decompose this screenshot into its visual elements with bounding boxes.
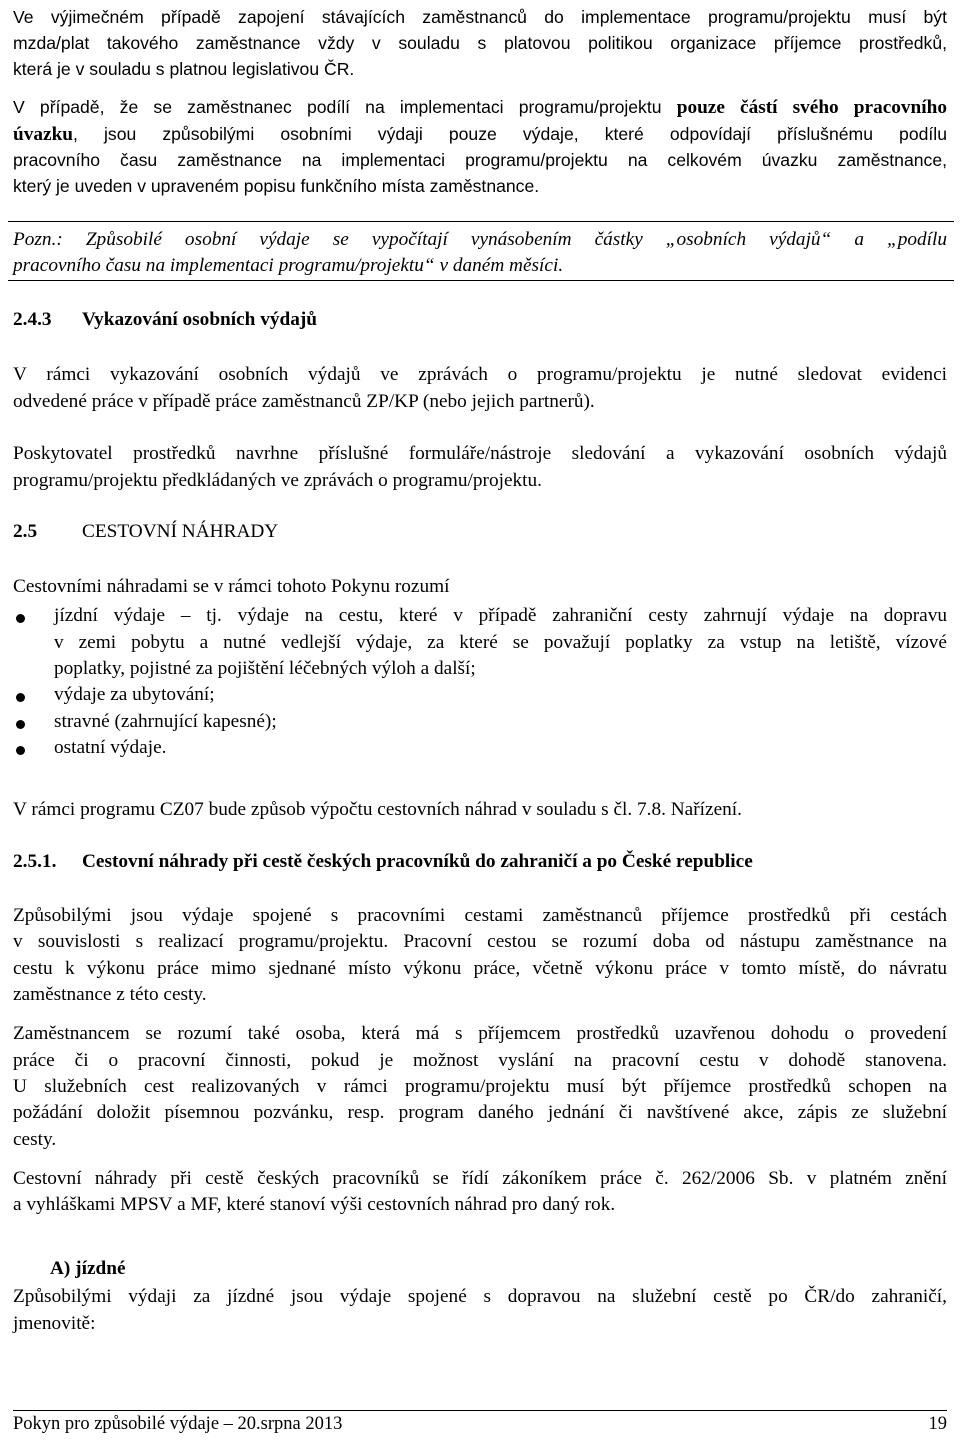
partial-bold-1: pouze částí svého pracovního — [676, 97, 947, 118]
intro-line-2: mzda/plat takového zaměstnance vždy v souladu s platovou politikou organizace příjemce prostředků, — [13, 33, 947, 53]
footer-title: Pokyn pro způsobilé výdaje – 20.srpna 2013 — [13, 1414, 343, 1434]
s251-p3-line-1: Cestovní náhrady při cestě českých pracovníků se řídí zákoníkem práce č. 262/2006 Sb. v platném znění — [13, 1168, 947, 1189]
s251-p2-line-5: cesty. — [13, 1129, 57, 1150]
partial-line-2 — [13, 121, 947, 148]
s243-p1-line-2: odvedené práce v případě práce zaměstnanců ZP/KP (nebo jejich partnerů). — [13, 391, 595, 412]
s251-p1-line-1: Způsobilými jsou výdaje spojené s pracovními cestami zaměstnanců příjemce prostředků při cestách — [13, 905, 947, 926]
bullet-dot — [16, 614, 25, 623]
section-2-4-3-number: 2.4.3 — [13, 309, 52, 330]
section-2-5-title: CESTOVNÍ NÁHRADY — [82, 521, 279, 542]
bullet-4: ostatní výdaje. — [54, 737, 167, 758]
s243-p1-line-1: V rámci vykazování osobních výdajů ve zprávách o programu/projektu je nutné sledovat evidenci — [13, 364, 947, 385]
s251-p2-line-2: práce či o pracovní činnosti, pokud je možnost vyslání na pracovní cestu v dohodě stanovena. — [13, 1050, 947, 1071]
subsection-a-line-2: jmenovitě: — [13, 1313, 96, 1334]
bullet-1-line-3: poplatky, pojistné za pojištění léčebných výloh a další; — [54, 658, 476, 679]
note-line-1: Pozn.: Způsobilé osobní výdaje se vypočítají vynásobením částky „osobních výdajů“ a „podílu — [13, 229, 947, 250]
s251-p2-line-4: požádání doložit písemnou pozvánku, resp. program daného jednání či navštívené akce, zápis ze služební — [13, 1102, 947, 1123]
subsection-a-title: A) jízdné — [50, 1258, 126, 1279]
bullet-dot — [16, 693, 25, 702]
bullet-1-line-1: jízdní výdaje – tj. výdaje na cestu, které v případě zahraniční cesty zahrnují výdaje na dopravu — [54, 605, 947, 626]
s251-p3-line-2: a vyhláškami MPSV a MF, které stanoví výši cestovních náhrad pro daný rok. — [13, 1194, 616, 1215]
partial-line-1-text: V případě, že se zaměstnanec podílí na implementaci programu/projektu — [13, 97, 677, 117]
s243-p2-line-2: programu/projektu předkládaných ve zprávách o programu/projektu. — [13, 470, 542, 491]
footer-page-number: 19 — [928, 1414, 947, 1434]
intro-line-1: Ve výjimečném případě zapojení stávajících zaměstnanců do implementace programu/projektu musí být — [13, 7, 947, 27]
section-2-5-number: 2.5 — [13, 521, 38, 542]
bullet-2: výdaje za ubytování; — [54, 684, 215, 705]
section-2-5-1-title: Cestovní náhrady při cestě českých pracovníků do zahraničí a po České republice — [82, 851, 753, 872]
partial-line-3: pracovního času zaměstnance na implementaci programu/projektu na celkovém úvazku zaměstnance, — [13, 150, 947, 170]
s251-p1-line-4: zaměstnance z této cesty. — [13, 984, 207, 1005]
section-2-4-3-title: Vykazování osobních výdajů — [82, 309, 318, 330]
bullet-dot — [16, 746, 25, 755]
s251-p1-line-3: cestu k výkonu práce mimo sjednané místo výkonu práce, včetně výkonu práce v tomto místě, do návratu — [13, 958, 947, 979]
s251-p2-line-3: U služebních cest realizovaných v rámci programu/projektu musí být příjemce prostředků schopen na — [13, 1076, 947, 1097]
partial-line-2-text: , jsou způsobilými osobními výdaji pouze výdaje, které odpovídají příslušnému podílu — [73, 124, 947, 144]
s25-cz07: V rámci programu CZ07 bude způsob výpočtu cestovních náhrad v souladu s čl. 7.8. Nařízení. — [13, 799, 742, 820]
footer-rule — [13, 1410, 947, 1411]
subsection-a-line-1: Způsobilými výdaji za jízdné jsou výdaje spojené s dopravou na služební cestě po ČR/do zahraničí, — [13, 1286, 947, 1307]
s251-p2-line-1: Zaměstnancem se rozumí také osoba, která má s příjemcem prostředků uzavřenou dohodu o provedení — [13, 1023, 947, 1044]
partial-bold-2: úvazku — [13, 124, 74, 145]
intro-line-3: která je v souladu s platnou legislativou ČR. — [13, 59, 355, 79]
s251-p1-line-2: v souvislosti s realizací programu/projektu. Pracovní cestou se rozumí doba od nástupu zaměstnance na — [13, 931, 947, 952]
partial-line-4: který je uveden v upraveném popisu funkčního místa zaměstnance. — [13, 176, 540, 196]
bullet-3: stravné (zahrnující kapesné); — [54, 711, 277, 732]
section-2-5-1-number: 2.5.1. — [13, 851, 57, 872]
partial-line-1 — [13, 94, 947, 121]
note-line-2: pracovního času na implementaci programu/projektu“ v daném měsíci. — [13, 255, 564, 276]
bullet-1-line-2: v zemi pobytu a nutné vedlejší výdaje, za které se považují poplatky za vstup na letiště, vízové — [54, 632, 947, 653]
s243-p2-line-1: Poskytovatel prostředků navrhne příslušné formuláře/nástroje sledování a vykazování osobních výdajů — [13, 443, 947, 464]
bullet-dot — [16, 720, 25, 729]
s25-intro: Cestovními náhradami se v rámci tohoto Pokynu rozumí — [13, 576, 450, 597]
